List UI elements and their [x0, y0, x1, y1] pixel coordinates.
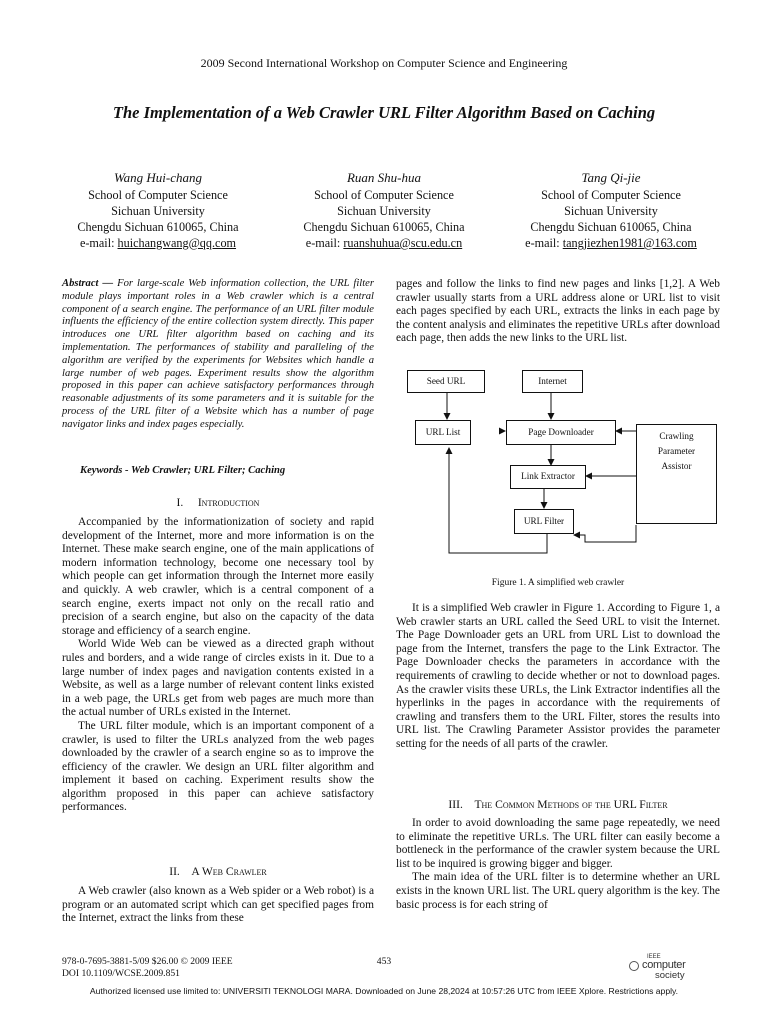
author-school: School of Computer Science: [314, 188, 454, 202]
author-2: [264, 170, 504, 251]
section-number: I.: [176, 496, 184, 509]
keywords: Keywords - Web Crawler; URL Filter; Caching: [80, 465, 286, 476]
section-title: The Common Methods of the URL Filter: [474, 798, 668, 811]
link-extractor-box: Link Extractor: [510, 465, 586, 489]
web-crawler-body: [62, 885, 374, 926]
footer-doi: DOI 10.1109/WCSE.2009.851: [62, 968, 180, 979]
internet-box: Internet: [522, 370, 583, 393]
author-email-link[interactable]: huichangwang@qq.com: [117, 236, 237, 250]
author-email-line: [264, 235, 504, 251]
email-label: e-mail:: [79, 236, 118, 250]
logo-text-bottom: society: [655, 970, 685, 981]
assistor-line: Parameter: [657, 446, 696, 456]
figure-1-diagram: [404, 370, 720, 570]
conference-header: 2009 Second International Workshop on Computer Science and Engineering: [200, 56, 568, 70]
logo-text-top: IEEE: [647, 954, 661, 960]
ieee-computer-society-logo: [628, 953, 698, 981]
author-city: Chengdu Sichuan 610065, China: [303, 220, 465, 234]
section-title: Introduction: [197, 496, 260, 509]
author-university: Sichuan University: [564, 204, 658, 218]
author-name: Wang Hui-chang: [114, 170, 202, 185]
logo-mark-icon: [629, 961, 639, 971]
crawling-parameter-assistor-box: [636, 424, 717, 524]
common-methods-body: [396, 817, 720, 912]
arrow-filter-to-list: [449, 448, 547, 553]
license-notice: Authorized licensed use limited to: UNIVERSITI TEKNOLOGI MARA. Downloaded on June 28,2024 at 10:57:26 UTC from IEEE Xplore. Restrictions apply.: [89, 986, 679, 996]
introduction-body: [62, 516, 374, 815]
assistor-line: Assistor: [661, 461, 692, 471]
page-downloader-box: Page Downloader: [506, 420, 616, 445]
paragraph: In order to avoid downloading the same page repeatedly, we need to eliminate the repetitive URLs. The URL filter can easily become a bottleneck in the performance of the crawler system because the URL list to be inquired is growing bigger and bigger.: [396, 817, 720, 870]
page-number: 453: [376, 956, 392, 967]
paragraph: The main idea of the URL filter is to determine whether an URL exists in the known URL list. The URL query algorithm is the key. The basic process is for each string of: [396, 871, 720, 911]
paragraph: The URL filter module, which is an important component of a crawler, is used to filter the URLs analyzed from the web pages downloaded by the crawler of a search engine so as to improve the efficiency of the crawler. We design an URL filter algorithm and implement it based on caching. Experiment results show the algorithm proposed in this paper can achieve satisfactory performances.: [62, 719, 374, 814]
assistor-line: Crawling: [659, 431, 694, 441]
author-school: School of Computer Science: [541, 188, 681, 202]
author-email-link[interactable]: ruanshuhua@scu.edu.cn: [343, 236, 463, 250]
author-university: Sichuan University: [111, 204, 205, 218]
url-list-box: URL List: [415, 420, 471, 445]
email-label: e-mail:: [305, 236, 344, 250]
author-1: [38, 170, 278, 251]
paragraph: It is a simplified Web crawler in Figure 1. According to Figure 1, a Web crawler starts an URL called the Seed URL to visit the Internet. The Page Downloader gets an URL from URL List to download the page from the Internet, transfers the page to the Link Extractor. The Page Downloader checks the parameters in accordance with the requirements of crawling to decide whether or not to download pages. As the crawler visits these URLs, the Link Extractor indentifies all the hyperlinks in the pages in accordance with the requirements of crawling and transfers them to the URL Filter, stores the results into URL list. The Crawling Parameter Assistor provides the parameter setting for the needs of all parts of the crawler.: [396, 602, 720, 750]
logo-text-mid: computer: [642, 959, 686, 971]
abstract-label: Abstract —: [62, 278, 118, 289]
paragraph: pages and follow the links to find new pages and links [1,2]. A Web crawler usually starts from a URL address alone or URL list to visit each pages specified by each URL, extracts the links in each page by the content analysis and eliminates the repetitive URLs after download each page, then adds the new links to the URL list.: [396, 278, 720, 345]
abstract: [62, 278, 374, 432]
paragraph: A Web crawler (also known as a Web spider or a Web robot) is a program or an automated script which can get specified pages from the Internet, extract the links from these: [62, 885, 374, 925]
section-number: II.: [169, 865, 180, 878]
author-name: Ruan Shu-hua: [346, 170, 422, 185]
paragraph: Accompanied by the informationization of society and rapid development of the Internet, more and more information is on the Internet. These make search engine, one of the main applications of modern information technology, become one necessary tool by which people can get information through the Internet more easily and quickly. A web crawler, which is a central component of a search engine, exerts impact not only on the recall ratio and precision of a search engine, but also on the capacity of the data storage and efficiency of a search engine.: [62, 516, 374, 637]
paper-title: The Implementation of a Web Crawler URL Filter Algorithm Based on Caching: [112, 103, 656, 122]
author-school: School of Computer Science: [88, 188, 228, 202]
web-crawler-body-continued: [396, 278, 720, 346]
arrow-assistor-to-filter: [574, 525, 636, 542]
section-heading-introduction: [62, 496, 374, 509]
email-label: e-mail:: [525, 236, 563, 250]
section-heading-web-crawler: [62, 865, 374, 878]
paragraph: World Wide Web can be viewed as a directed graph without rules and borders, and a wide range of circles exists in it. Due to a large number of index pages and navigation contents existed in a Website, as well as a large number of relevant content links existed in a web page, the URLs get from web pages are much more than the actual number of URLs existed in the Internet.: [62, 638, 374, 719]
section-heading-common-methods: [396, 798, 720, 811]
author-email-link[interactable]: tangjiezhen1981@163.com: [562, 236, 697, 250]
figure-description-body: [396, 602, 720, 752]
seed-url-box: Seed URL: [407, 370, 485, 393]
abstract-text: For large-scale Web information collection, the URL filter module plays important roles in a Web crawler which is a central component of a search engine. The performance of an URL filter module influents the efficiency of the entire collection system directly. This paper introduces one URL filter algorithm based on caching and its implementation. The performances of stability and paralleling of the algorithm are verified by the experiments for Websites which handle a large number of web pages. Experiment results show the algorithm proposed in this paper can achieve satisfactory performances through reasonable adjustments of its some parameters and it is suitable for the process of the URL filter of a Website which has a number of page navigator links and index pages especially.: [62, 278, 374, 430]
author-email-line: [38, 235, 278, 251]
section-number: III.: [448, 798, 463, 811]
section-title: A Web Crawler: [191, 865, 267, 878]
author-name: Tang Qi-jie: [581, 170, 641, 185]
author-3: [491, 170, 731, 251]
author-city: Chengdu Sichuan 610065, China: [77, 220, 239, 234]
author-email-line: [491, 235, 731, 251]
author-university: Sichuan University: [337, 204, 431, 218]
url-filter-box: URL Filter: [514, 509, 574, 534]
author-city: Chengdu Sichuan 610065, China: [530, 220, 692, 234]
figure-caption: Figure 1. A simplified web crawler: [491, 578, 625, 588]
footer-isbn: 978-0-7695-3881-5/09 $26.00 © 2009 IEEE: [62, 956, 233, 967]
